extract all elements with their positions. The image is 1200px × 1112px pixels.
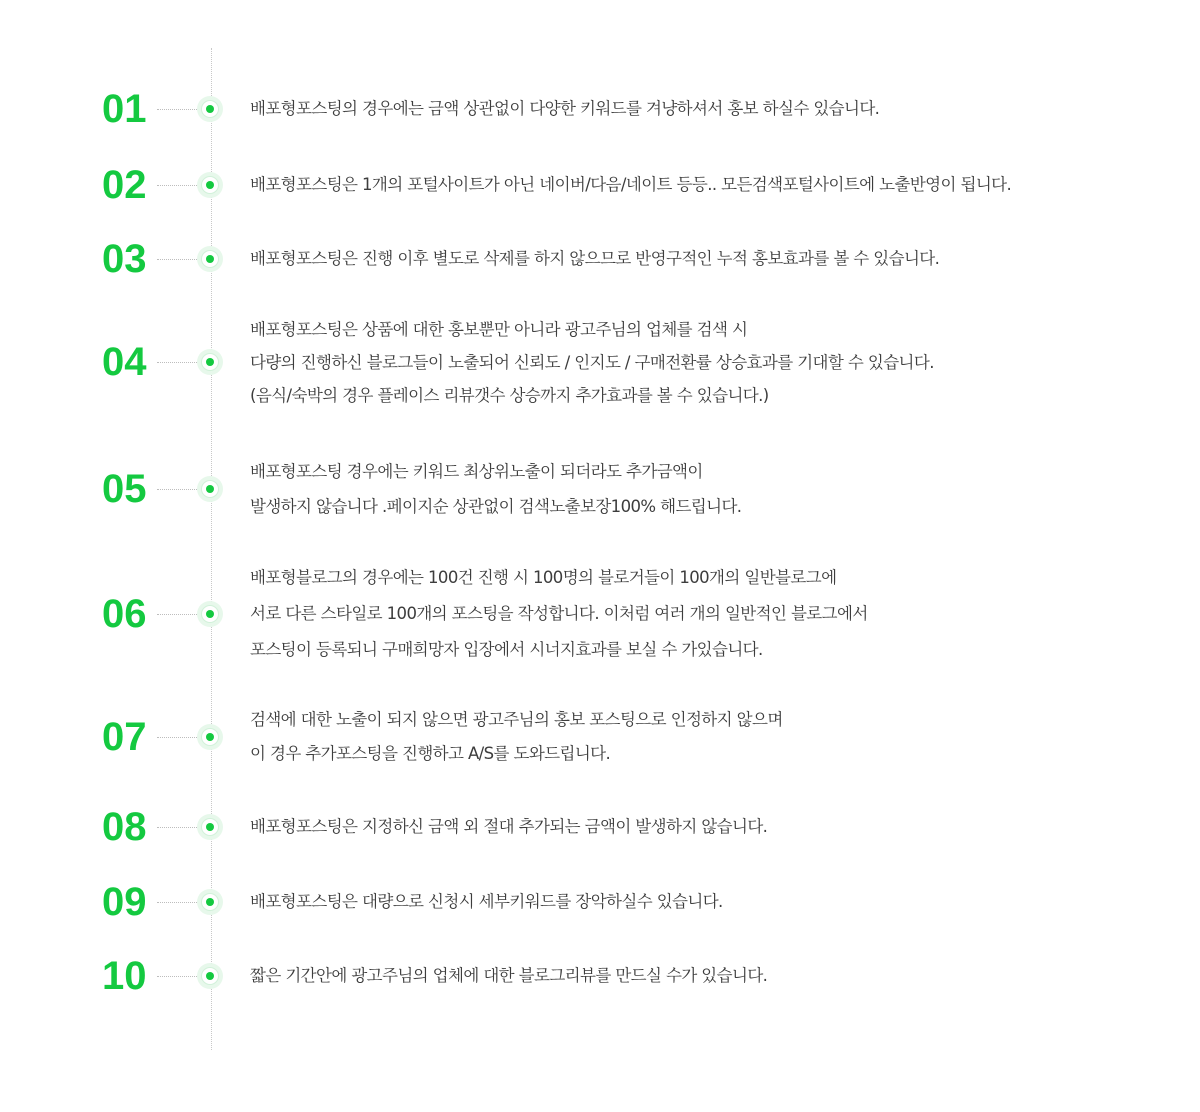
description-line: 배포형포스팅 경우에는 키워드 최상위노출이 되더라도 추가금액이 xyxy=(250,462,703,481)
item-number: 10 xyxy=(102,954,147,998)
description-line: 포스팅이 등록되니 구매희망자 입장에서 시너지효과를 보실 수 가있습니다. xyxy=(250,640,763,659)
timeline-marker-icon xyxy=(197,724,223,750)
timeline-marker-icon xyxy=(197,601,223,627)
timeline-marker-icon xyxy=(197,889,223,915)
item-number: 03 xyxy=(102,237,147,281)
item-description xyxy=(250,454,1150,524)
marker-center-dot xyxy=(206,358,214,366)
description-line: 짧은 기간안에 광고주님의 업체에 대한 블로그리뷰를 만드실 수가 있습니다. xyxy=(250,966,768,985)
dotted-connector xyxy=(157,259,199,260)
marker-center-dot xyxy=(206,898,214,906)
description-line: 배포형포스팅은 대량으로 신청시 세부키워드를 장악하실수 있습니다. xyxy=(250,892,723,911)
description-line: 배포형포스팅은 진행 이후 별도로 삭제를 하지 않으므로 반영구적인 누적 홍보효과를 볼 수 있습니다. xyxy=(250,249,940,268)
item-description xyxy=(250,560,1150,668)
description-line: 배포형블로그의 경우에는 100건 진행 시 100명의 블로거들이 100개의 일반블로그에 xyxy=(250,568,837,587)
item-number: 05 xyxy=(102,467,147,511)
timeline-marker-icon xyxy=(197,349,223,375)
item-description xyxy=(250,815,1150,839)
dotted-connector xyxy=(157,902,199,903)
marker-center-dot xyxy=(206,181,214,189)
timeline-marker-icon xyxy=(197,246,223,272)
marker-center-dot xyxy=(206,823,214,831)
dotted-connector xyxy=(157,185,199,186)
dotted-connector xyxy=(157,827,199,828)
dotted-connector xyxy=(157,362,199,363)
marker-center-dot xyxy=(206,485,214,493)
dotted-connector xyxy=(157,737,199,738)
description-line: 배포형포스팅의 경우에는 금액 상관없이 다양한 키워드를 겨냥하셔서 홍보 하실수 있습니다. xyxy=(250,99,880,118)
marker-center-dot xyxy=(206,610,214,618)
description-line: 발생하지 않습니다 .페이지순 상관없이 검색노출보장100% 해드립니다. xyxy=(250,497,742,516)
item-number: 02 xyxy=(102,163,147,207)
description-line: 다량의 진행하신 블로그들이 노출되어 신뢰도 / 인지도 / 구매전환률 상승효과를 기대할 수 있습니다. xyxy=(250,352,934,372)
item-description xyxy=(250,97,1150,121)
item-number: 07 xyxy=(102,715,147,759)
marker-center-dot xyxy=(206,255,214,263)
marker-center-dot xyxy=(206,972,214,980)
dotted-connector xyxy=(157,614,199,615)
description-line: 배포형포스팅은 상품에 대한 홍보뿐만 아니라 광고주님의 업체를 검색 시 xyxy=(250,319,748,339)
item-description xyxy=(250,173,1150,197)
dotted-connector xyxy=(157,109,199,110)
item-number: 09 xyxy=(102,880,147,924)
item-number: 04 xyxy=(102,340,147,384)
item-description xyxy=(250,313,1150,412)
timeline-marker-icon xyxy=(197,172,223,198)
item-description xyxy=(250,247,1150,271)
marker-center-dot xyxy=(206,105,214,113)
description-line: 배포형포스팅은 1개의 포털사이트가 아닌 네이버/다음/네이트 등등.. 모든검색포털사이트에 노출반영이 됩니다. xyxy=(250,175,1012,194)
item-number: 01 xyxy=(102,87,147,131)
item-description xyxy=(250,890,1150,914)
description-line: 검색에 대한 노출이 되지 않으면 광고주님의 홍보 포스팅으로 인정하지 않으며 xyxy=(250,710,783,729)
description-line: (음식/숙박의 경우 플레이스 리뷰갯수 상승까지 추가효과를 볼 수 있습니다.) xyxy=(250,385,769,405)
timeline-marker-icon xyxy=(197,963,223,989)
timeline-marker-icon xyxy=(197,96,223,122)
item-number: 08 xyxy=(102,805,147,849)
description-line: 서로 다른 스타일로 100개의 포스팅을 작성합니다. 이처럼 여러 개의 일반적인 블로그에서 xyxy=(250,604,868,623)
dotted-connector xyxy=(157,489,199,490)
item-number: 06 xyxy=(102,592,147,636)
description-line: 이 경우 추가포스팅을 진행하고 A/S를 도와드립니다. xyxy=(250,744,611,763)
description-line: 배포형포스팅은 지정하신 금액 외 절대 추가되는 금액이 발생하지 않습니다. xyxy=(250,817,768,836)
timeline-marker-icon xyxy=(197,814,223,840)
item-description xyxy=(250,703,1150,771)
item-description xyxy=(250,964,1150,988)
timeline-marker-icon xyxy=(197,476,223,502)
marker-center-dot xyxy=(206,733,214,741)
dotted-connector xyxy=(157,976,199,977)
